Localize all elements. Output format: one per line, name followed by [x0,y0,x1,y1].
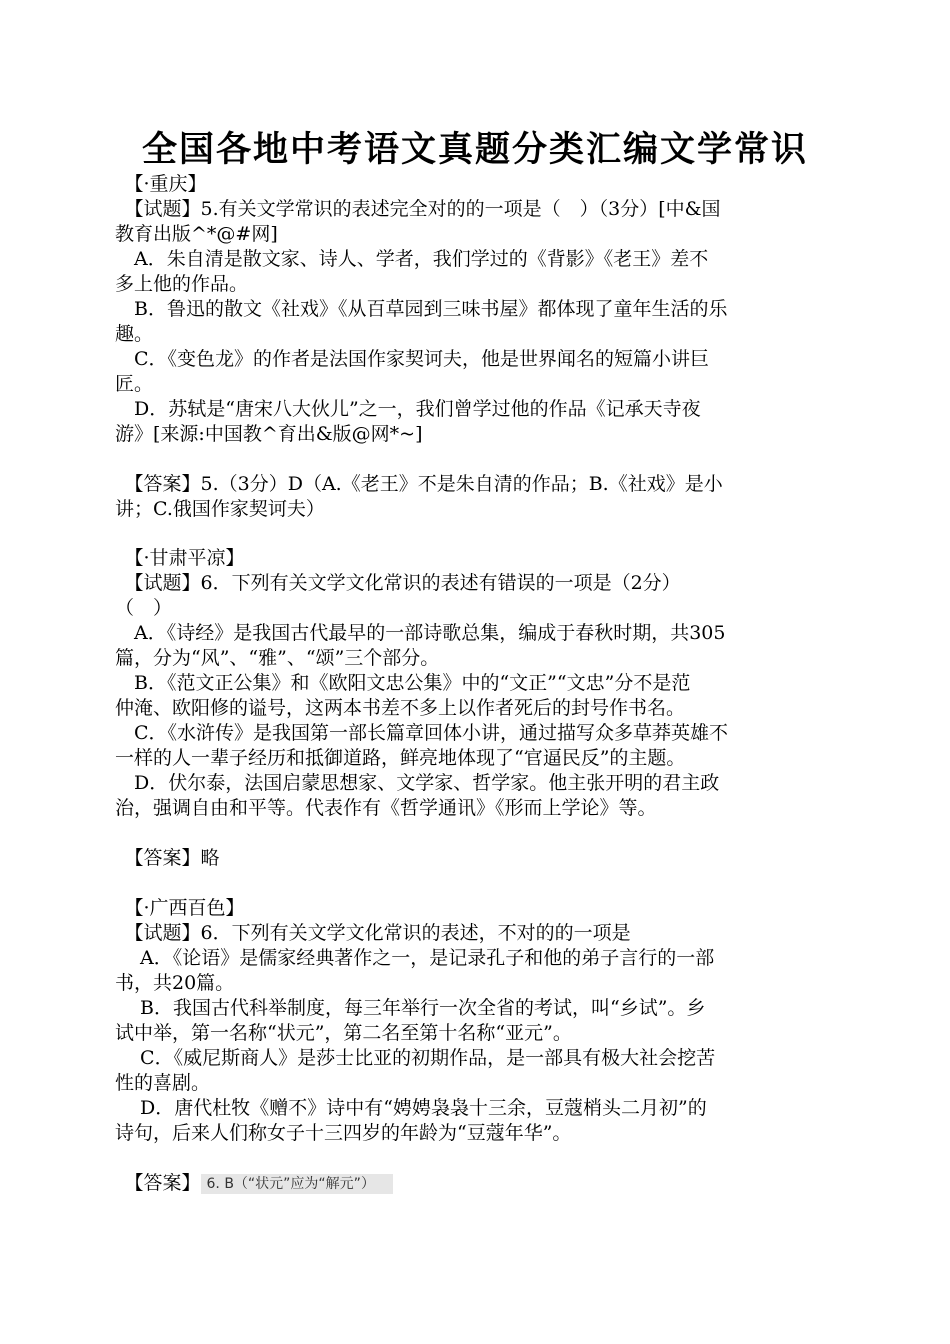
text-line: 性的喜剧。 [115,1072,211,1094]
text-line: B．鲁迅的散文《社戏》《从百草园到三味书屋》都体现了童年生活的乐 [115,298,728,320]
text-line [115,821,835,846]
text-line: 教育出版^*@#网] [115,223,278,245]
question-lines [115,896,835,1171]
text-line: 治，强调自由和平等。代表作有《哲学通讯》《形而上学论》等。 [115,797,657,819]
text-line: 匠。 [115,373,154,395]
section-gansu-pingliang [115,546,835,871]
answer-image: 6. B（“状元”应为“解元”） [201,1174,393,1194]
text-line: B．我国古代科举制度，每三年举行一次全省的考试，叫“乡试”。乡 [115,997,706,1019]
text-line: 【试题】5.有关文学常识的表述完全对的的一项是（ ）（3分）[中&国 [115,198,721,220]
answer-label: 【答案】 [115,1172,201,1194]
text-line: B．《范文正公集》和《欧阳文忠公集》中的“文正”“文忠”分不是范 [115,672,691,694]
text-line: 诗句，后来人们称女子十三四岁的年龄为“豆蔻年华”。 [115,1122,572,1144]
text-line: D．伏尔泰，法国启蒙思想家、文学家、哲学家。他主张开明的君主政 [115,772,720,794]
text-line: 多上他的作品。 [115,273,249,295]
text-line: C．《变色龙》的作者是法国作家契诃夫，他是世界闻名的短篇小讲巨 [115,348,710,370]
answer-line [115,1171,835,1196]
text-line: 【·广西百色】 [115,897,245,919]
text-line: 一样的人一辈子经历和抵御道路，鲜亮地体现了“官逼民反”的主题。 [115,747,686,769]
text-line: C．《威尼斯商人》是莎士比亚的初期作品，是一部具有极大社会挖苦 [115,1047,716,1069]
text-line [115,1146,835,1171]
text-line: 书，共20篇。 [115,972,235,994]
text-line: 【试题】6．下列有关文学文化常识的表述，不对的的一项是 [115,922,631,944]
text-line: A．《论语》是儒家经典著作之一，是记录孔子和他的弟子言行的一部 [115,947,715,969]
text-line: 仲淹、欧阳修的谥号，这两本书差不多上以作者死后的封号作书名。 [115,697,686,719]
text-line: 【答案】略 [115,847,220,869]
section-guangxi-baise [115,896,835,1196]
text-line: 游》[来源:中国教^育出&版@网*~] [115,423,423,445]
section-chongqing [115,172,835,522]
text-line: 【试题】6．下列有关文学文化常识的表述有错误的一项是（2分） [115,572,681,594]
text-line: C．《水浒传》是我国第一部长篇章回体小讲，通过描写众多草莽英雄不 [115,722,729,744]
text-line: D．苏轼是“唐宋八大伙儿”之一，我们曾学过他的作品《记承天寺夜 [115,398,701,420]
text-line: A．朱自清是散文家、诗人、学者，我们学过的《背影》《老王》差不 [115,248,709,270]
text-line: 趣。 [115,323,154,345]
text-line: （ ） [115,597,173,619]
text-line: 【答案】5.（3分）D（A.《老王》不是朱自清的作品；B.《社戏》是小 [115,473,723,495]
text-line: 讲；C.俄国作家契诃夫） [115,498,325,520]
text-line: 【·甘肃平凉】 [115,547,245,569]
text-line: 【·重庆】 [115,173,207,195]
text-line: 试中举，第一名称“状元”，第二名至第十名称“亚元”。 [115,1022,572,1044]
text-line [115,447,835,472]
text-line: A．《诗经》是我国古代最早的一部诗歌总集，编成于春秋时期，共305 [115,622,726,644]
text-line: D．唐代杜牧《赠不》诗中有“娉娉袅袅十三余，豆蔻梢头二月初”的 [115,1097,707,1119]
text-line: 篇，分为“风”、“雅”、“颂”三个部分。 [115,647,440,669]
document-title: 全国各地中考语文真题分类汇编文学常识 [141,129,808,170]
